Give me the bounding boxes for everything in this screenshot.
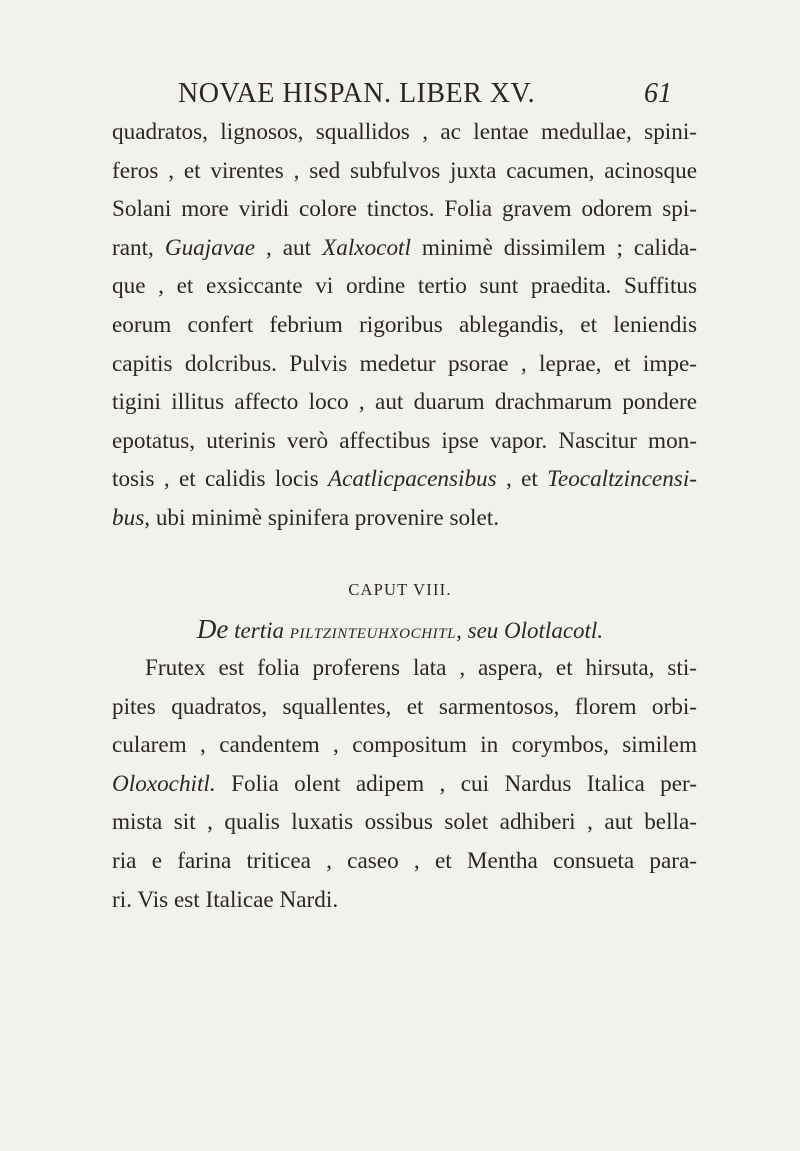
italic-term: Oloxochitl. [112,770,216,797]
text-line: cularem , candentem , compositum in corymbos, similem [112,732,697,759]
italic-term: Acatlicpacensibus [327,466,497,493]
text-line: bus, ubi minimè spinifera provenire solet. [112,504,500,531]
text-line: ri. Vis est Italicae Nardi. [112,886,339,913]
running-title: NOVAE HISPAN. LIBER XV. [178,78,536,109]
chapter-title: De tertia PILTZINTEUHXOCHITL, seu Olotlacotl. [196,614,604,644]
text-line: tigini illitus affecto loco , aut duarum drachmarum pondere [112,389,697,416]
paragraph-2 [112,649,697,919]
text-line: Solani more viridi colore tinctos. Folia gravem odorem spi- [112,196,697,223]
paragraph-1 [112,113,697,538]
italic-term: bus [112,504,145,531]
text-line: eorum confert febrium rigoribus ablegandis, et leniendis [112,311,697,338]
text-line: quadratos, lignosos, squallidos , ac lentae medullae, spini- [112,119,697,145]
text-line: epotatus, uterinis verò affectibus ipse vapor. Nascitur mon- [112,427,697,454]
italic-term: Guajavae [164,234,255,261]
text-line: pites quadratos, squallentes, et sarmentosos, florem orbi- [112,693,697,720]
text-line: mista sit , qualis luxatis ossibus solet adhiberi , aut bella- [112,809,697,836]
italic-term: Xalxocotl [322,234,411,261]
text-line: Oloxochitl. Folia olent adipem , cui Nardus Italica per- [112,770,697,797]
alt-plant-name: Olotlacotl. [504,618,604,643]
page-number: 61 [644,78,672,109]
text-line: ria e farina triticea , caseo , et Mentha consueta para- [112,847,697,874]
text-line: que , et exsiccante vi ordine tertio sunt praedita. Suffitus [112,273,697,300]
plant-name: PILTZINTEUHXOCHITL [289,626,457,642]
text-line: feros , et virentes , sed subfulvos juxta cacumen, acinosque [112,157,697,184]
text-line: tosis , et calidis locis Acatlicpacensibus , et Teocaltzincensi- [112,466,697,493]
text-line: Frutex est folia proferens lata , aspera, et hirsuta, sti- [145,655,697,681]
text-line: capitis dolcribus. Pulvis medetur psorae , leprae, et impe- [112,350,697,377]
chapter-number: CAPUT VIII. [348,580,452,599]
italic-term: Teocaltzincensi- [547,466,697,493]
text-line: rant, Guajavae , aut Xalxocotl minimè dissimilem ; calida- [112,234,697,261]
